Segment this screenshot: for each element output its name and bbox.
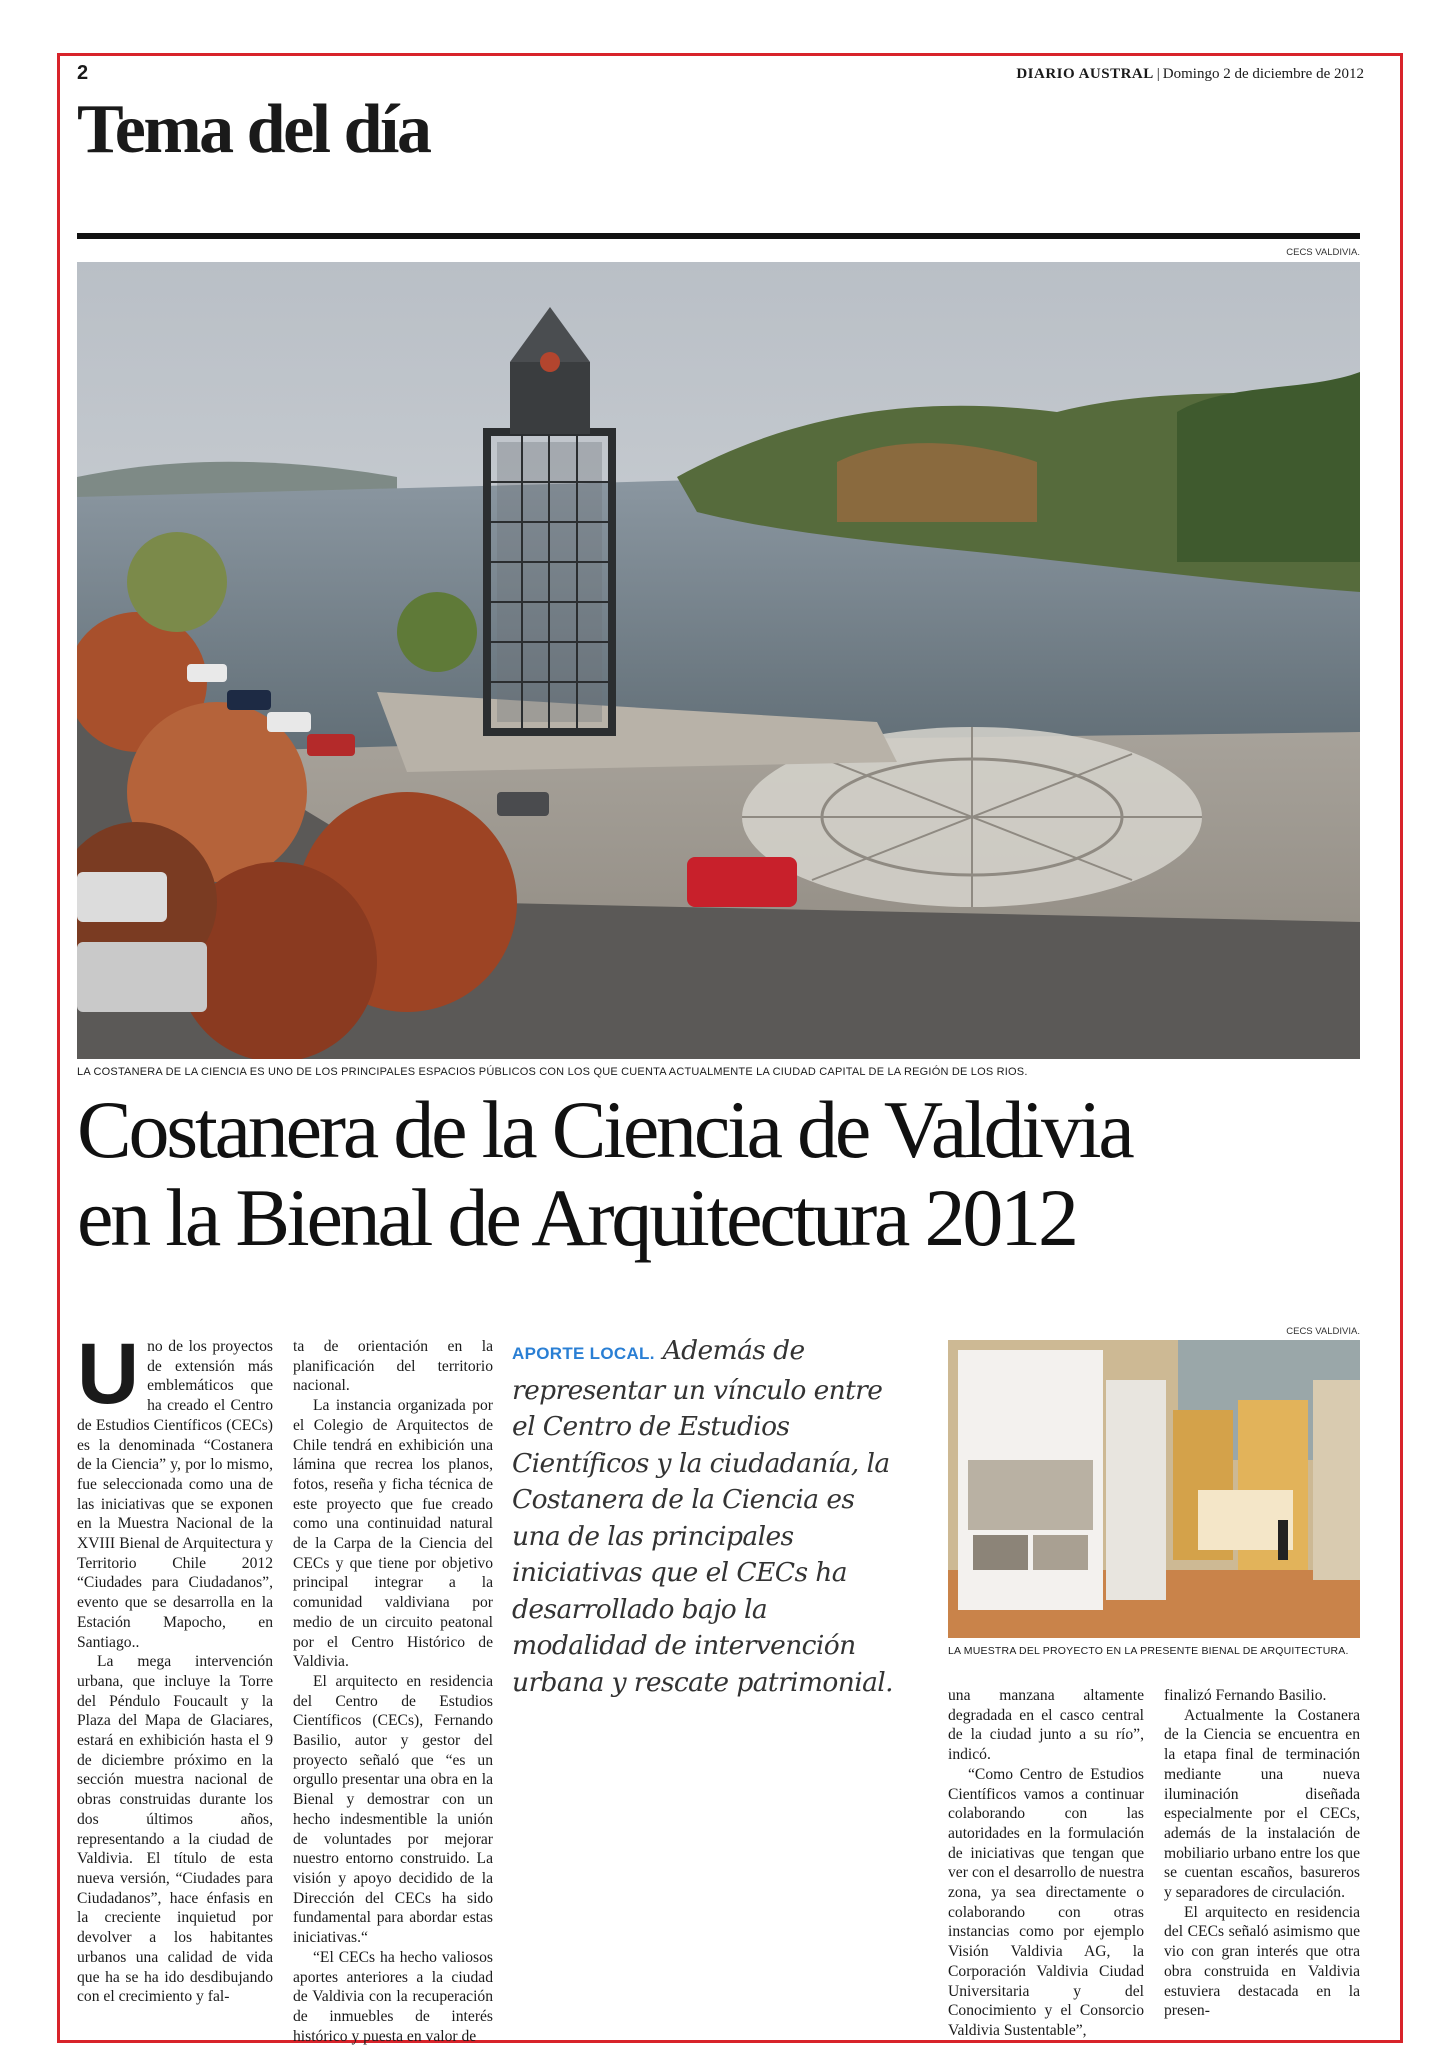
article-column-2 — [293, 1337, 493, 2046]
article-paragraph: La mega intervención urbana, que incluye la Torre del Péndulo Foucault y la Plaza del Mapa de Glaciares, estará en exhibición hasta el 9 de diciembre próximo en la sección muestra nacional de obras construidas durante los dos últimos años, representando a la ciudad de Valdivia. El título de esta nueva versión, “Ciudades para Ciudadanos”, hace énfasis en la creciente inquietud por devolver a los habitantes urbanos una calidad de vida que ha se ha ido desdibujando con el crecimiento y fal- — [77, 1653, 273, 2006]
hero-photo — [77, 262, 1360, 1059]
dropcap: U — [77, 1326, 140, 1422]
article-paragraph: ta de orientación en la planificación del territorio nacional. — [293, 1338, 493, 1395]
headline-line-2: en la Bienal de Arquitectura 2012 — [77, 1172, 1076, 1263]
article-paragraph: no de los proyectos de extensión más emblemáticos que ha creado el Centro de Estudios Científicos (CECs) es la denominada “Costanera de la Ciencia” y, por lo mismo, fue seleccionada como una de las iniciativas que se exponen en la Muestra Nacional de la XVIII Bienal de Arquitectura y Territorio Chile 2012 “Ciudades para Ciudadanos”, evento que se desarrolla en la Estación Mapocho, en Santiago.. — [77, 1338, 273, 1651]
pull-quote-kicker: APORTE LOCAL. — [512, 1344, 655, 1363]
issue-date: Domingo 2 de diciembre de 2012 — [1162, 66, 1364, 82]
article-paragraph: La instancia organizada por el Colegio de Arquitectos de Chile tendrá en exhibición una lámina que recrea los planos, fotos, reseña y ficha técnica de este proyecto que fue creado como una continuidad natural de la Carpa de la Ciencia del CECs y que tiene por objetivo principal integrar a la comunidad valdiviana por medio de un circuito peatonal por el Centro Histórico de Valdivia. — [293, 1397, 493, 1671]
article-column-3 — [948, 1686, 1144, 2041]
exhibit-photo-credit: CECS VALDIVIA. — [1286, 1326, 1360, 1337]
article-paragraph: El arquitecto en residencia del CECs señaló asimismo que vio con gran interés que otra obra construida en Valdivia estuviera destacada en la presen- — [1164, 1903, 1360, 2020]
exhibit-photo-caption: LA MUESTRA DEL PROYECTO EN LA PRESENTE BIENAL DE ARQUITECTURA. — [948, 1645, 1349, 1657]
page-number: 2 — [77, 62, 89, 84]
hero-photo-caption: LA COSTANERA DE LA CIENCIA ES UNO DE LOS PRINCIPALES ESPACIOS PÚBLICOS CON LOS QUE CUENTA ACTUALMENTE LA CIUDAD CAPITAL DE LA REGIÓN DE LOS RIOS. — [77, 1066, 1028, 1078]
article-paragraph: finalizó Fernando Basilio. — [1164, 1687, 1327, 1704]
article-paragraph: El arquitecto en residencia del Centro de Estudios Científicos (CECs), Fernando Basilio, autor y gestor del proyecto señaló que “es un orgullo presentar una obra en la Bienal y demostrar con un hecho indesmentible la unión de voluntades por mejorar nuestro entorno construido. La visión y apoyo decidido de la Dirección del CECs ha sido fundamental para abordar estas iniciativas.“ — [293, 1672, 493, 1947]
article-paragraph: “El CECs ha hecho valiosos aportes anteriores a la ciudad de Valdivia con la recuperación de inmuebles de interés histórico y puesta en valor de — [293, 1948, 493, 2045]
headline-line-1: Costanera de la Ciencia de Valdivia — [77, 1084, 1132, 1175]
exhibit-photo-illustration — [948, 1340, 1360, 1638]
article-column-1 — [77, 1326, 273, 2007]
masthead — [1016, 66, 1364, 83]
exhibit-photo — [948, 1340, 1360, 1638]
article-paragraph: Actualmente la Costanera de la Ciencia se encuentra en la etapa final de terminación mediante una nueva iluminación diseñada especialmente por el CECs, además de la instalación de mobiliario urbano entre los que se cuentan escaños, basureros y separadores de circulación. — [1164, 1706, 1360, 1902]
article-column-4 — [1164, 1686, 1360, 2021]
masthead-separator: | — [1156, 66, 1160, 82]
section-rule — [77, 233, 1360, 239]
section-title: Tema del día — [77, 91, 430, 168]
article-paragraph: “Como Centro de Estudios Científicos vamos a continuar colaborando con las autoridades en la formulación de iniciativas que tengan que ver con el desarrollo de nuestra zona, ya sea directamente o colaborando con otras instancias como por ejemplo Visión Valdivia AG, la Corporación Valdivia Ciudad Universitaria y del Conocimiento y el Consorcio Valdivia Sustentable”, — [948, 1765, 1144, 2039]
article-paragraph: una manzana altamente degradada en el casco central de la ciudad junto a su río”, indicó. — [948, 1687, 1144, 1764]
pull-quote-text: Además de representar un vínculo entre el Centro de Estudios Científicos y la ciudadanía, la Costanera de la Ciencia es una de las principales iniciativas que el CECs ha desarrollado bajo la modalidad de intervención urbana y rescate patrimonial. — [512, 1335, 894, 1698]
hero-photo-illustration — [77, 262, 1360, 1059]
hero-photo-credit: CECS VALDIVIA. — [1286, 247, 1360, 258]
headline — [77, 1086, 1367, 1262]
pull-quote — [512, 1333, 896, 1701]
paper-name: DIARIO AUSTRAL — [1016, 66, 1154, 82]
